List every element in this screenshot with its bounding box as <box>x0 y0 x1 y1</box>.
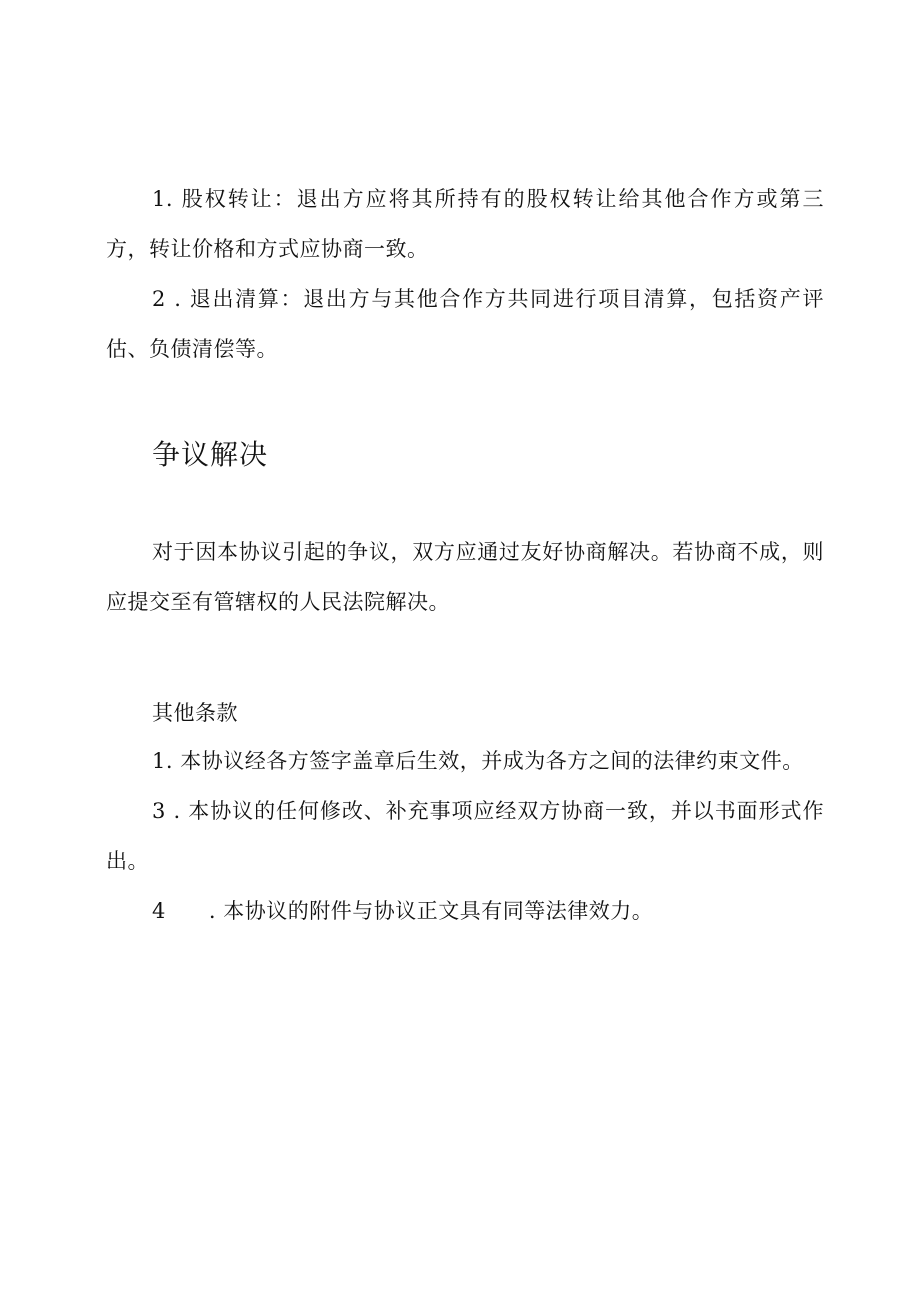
other-terms-heading: 其他条款 <box>152 701 238 725</box>
other-item-amendment: 3 . 本协议的任何修改、补充事项应经双方协商一致，并以书面形式作出。 <box>106 799 824 873</box>
other-item-attachments: 4 . 本协议的附件与协议正文具有同等法律效力。 <box>152 899 654 923</box>
exit-item-liquidation: 2 . 退出清算：退出方与其他合作方共同进行项目清算，包括资产评估、负债清偿等。 <box>106 287 824 361</box>
dispute-heading: 争议解决 <box>152 438 269 471</box>
other-item-effective: 1. 本协议经各方签字盖章后生效，并成为各方之间的法律约束文件。 <box>152 749 804 773</box>
dispute-body: 对于因本协议引起的争议，双方应通过友好协商解决。若协商不成，则应提交至有管辖权的人民法院解决。 <box>106 540 824 614</box>
exit-item-equity-transfer: 1. 股权转让：退出方应将其所持有的股权转让给其他合作方或第三方，转让价格和方式应协商一致。 <box>106 187 824 261</box>
